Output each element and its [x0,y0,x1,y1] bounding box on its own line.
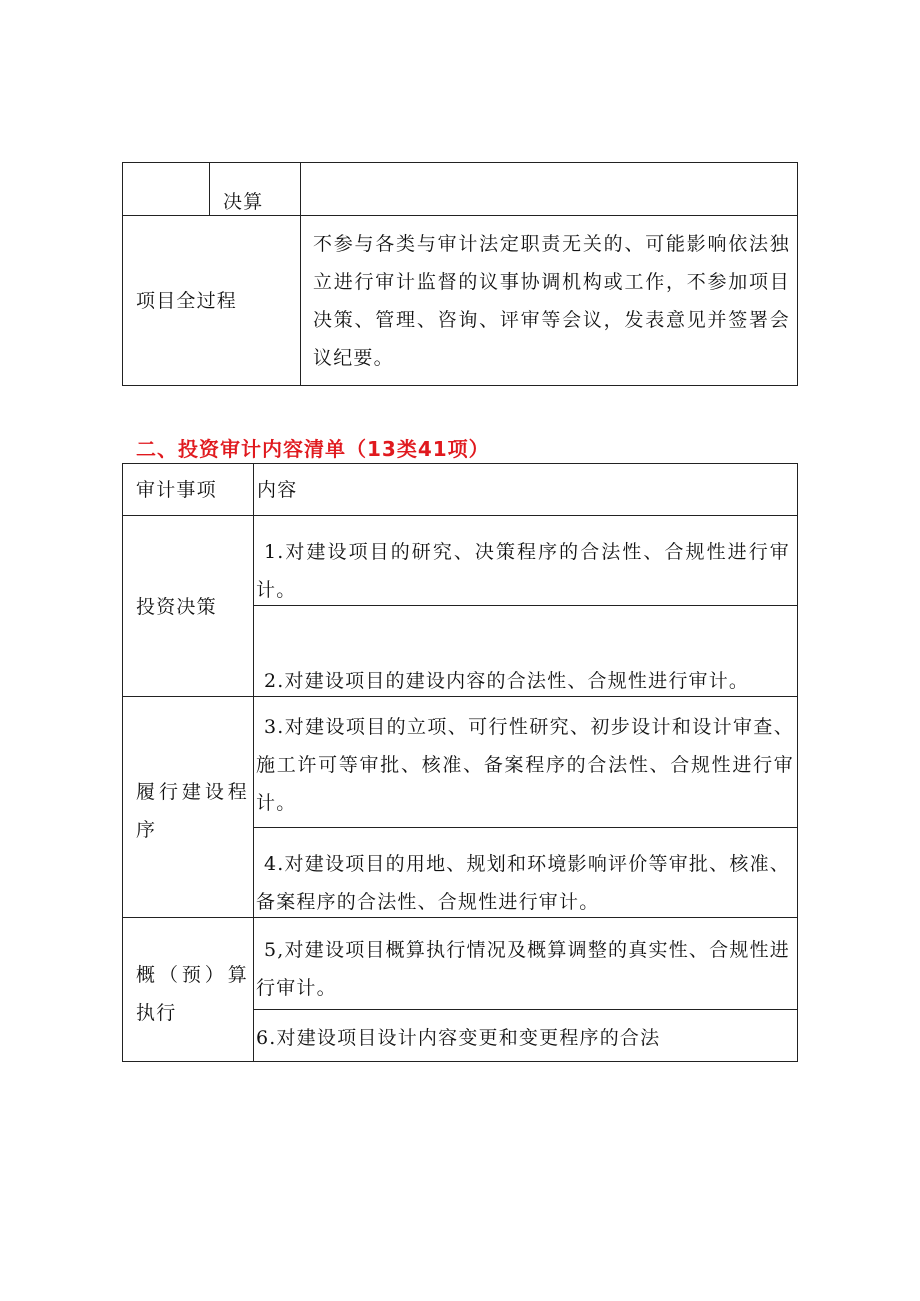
table-1-category-whole-process: 项目全过程 [136,290,238,312]
table-1-col-divider-b [300,162,301,386]
table-2-item-6: 6.对建设项目设计内容变更和变更程序的合法 [256,1027,661,1049]
table-2-item-3: 3.对建设项目的立项、可行性研究、初步设计和设计审查、施工许可等审批、核准、备案程序的合法性、合规性进行审计。 [256,716,794,814]
table-2-header-audit-item: 审计事项 [136,479,217,501]
table-1-col-divider-a [209,162,210,215]
table-2-category-budget-execution: 概（预）算执行 [136,964,248,1024]
table-2-col-divider [253,463,254,1062]
table-2-item-4: 4.对建设项目的用地、规划和环境影响评价等审批、核准、备案程序的合法性、合规性进行审计。 [256,853,790,913]
table-2-item-divider-2 [253,827,798,828]
table-2-item-5: 5,对建设项目概算执行情况及概算调整的真实性、合规性进行审计。 [256,939,790,999]
table-2-header-divider [122,515,798,516]
table-1-whole-process-content: 不参与各类与审计法定职责无关的、可能影响依法独立进行审计监督的议事协调机构或工作，不参加项目决策、管理、咨询、评审等会议，发表意见并签署会议纪要。 [313,233,790,369]
table-2-item-divider-3 [253,1009,798,1010]
table-2-category-construction-procedure: 履行建设程序 [136,781,248,841]
table-2-header-content: 内容 [257,479,298,501]
table-2-item-2: 2.对建设项目的建设内容的合法性、合规性进行审计。 [264,670,750,692]
table-2-category-investment-decision: 投资决策 [136,596,217,618]
table-1-settlement-label: 决算 [223,191,264,213]
section-2-heading: 二、投资审计内容清单（13类41项） [136,437,490,461]
table-2-item-1: 1.对建设项目的研究、决策程序的合法性、合规性进行审计。 [256,541,790,601]
